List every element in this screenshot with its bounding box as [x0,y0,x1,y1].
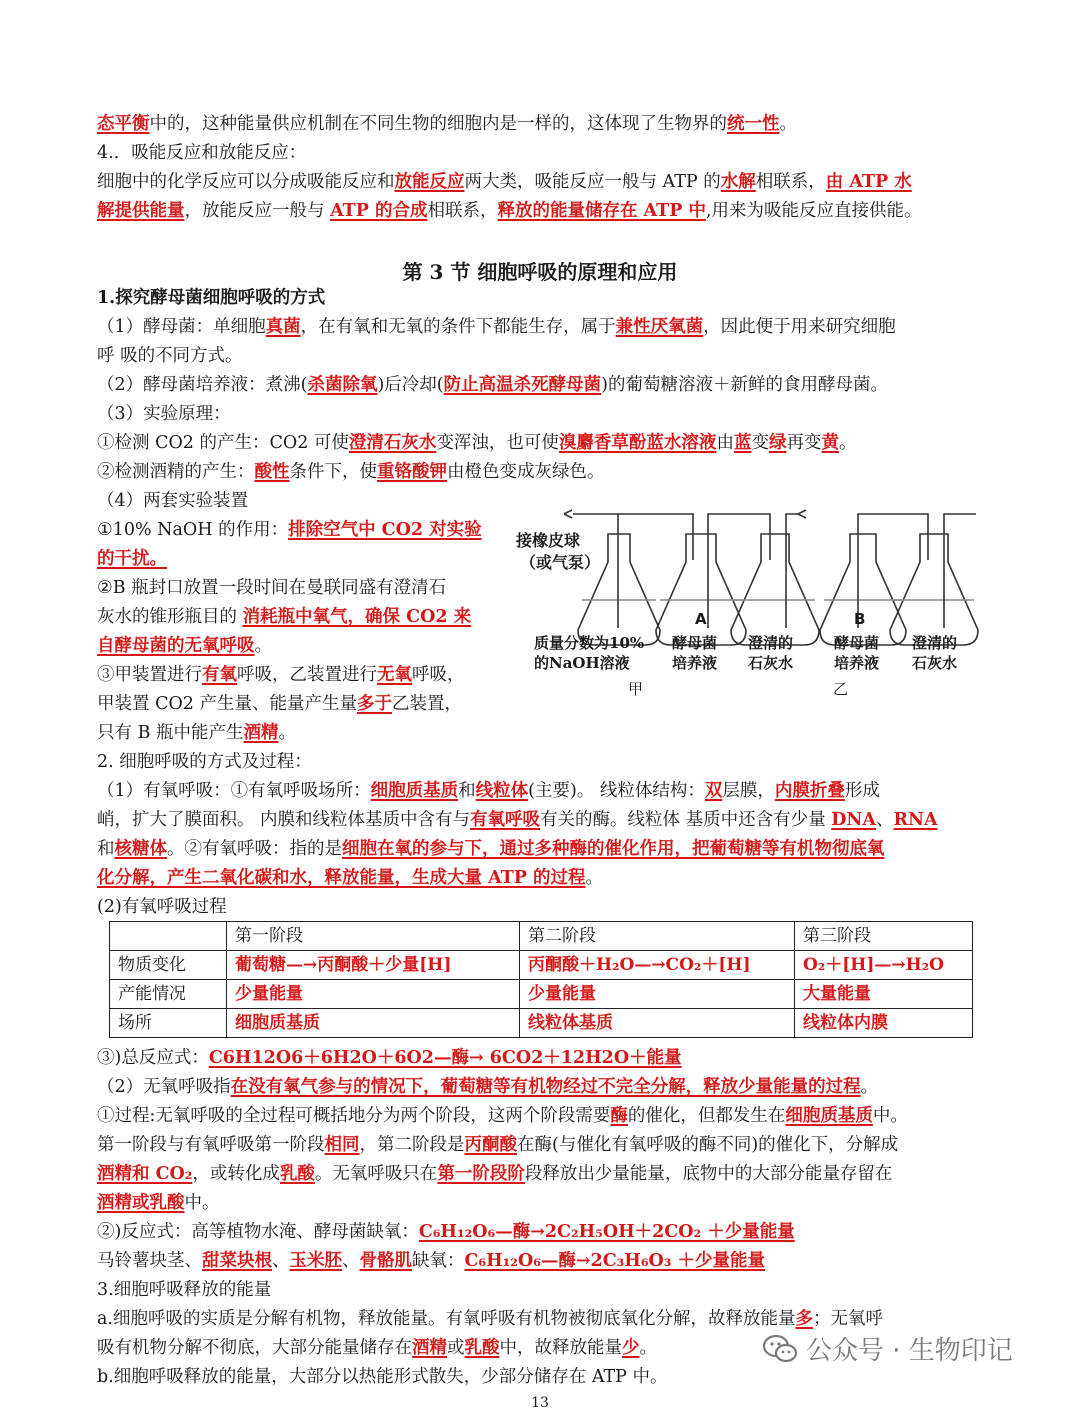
equation-alcohol: ②)反应式：高等植物水淹、酵母菌缺氧：C₆H₁₂O₆—酶→2C₂H₅OH＋2CO₂ ＋少量能量 [97,1222,795,1242]
pump-label-1: 接橡皮球 [516,531,581,550]
table-cell: 线粒体基质 [520,1009,795,1038]
para-energy-b: b.细胞呼吸释放的能量，大部分以热能形式散失，少部分储存在 ATP 中。 [97,1367,668,1387]
wechat-icon [762,1334,798,1364]
line-3: 细胞中的化学反应可以分成吸能反应和放能反应两大类，吸能反应一般与 ATP 的水解相联系，由 ATP 水 [97,172,912,192]
para-anaerobic: （2）无氧呼吸指在没有氧气参与的情况下，葡萄糖等有机物经过不完全分解，释放少量能量的过程。 [97,1077,879,1097]
flask-b-label: B [854,610,866,628]
watermark-text: 公众号 · 生物印记 [806,1336,1013,1366]
para-anaerobic-5: 酒精或乳酸中。 [97,1193,220,1213]
heading-1: 1.探究酵母菌细胞呼吸的方式 [97,288,326,308]
para-bottle-b-2: 灰水的锥形瓶目的 消耗瓶中氧气，确保 CO2 来 [97,607,472,627]
aerobic-table [109,921,973,1038]
table-header-cell: 第一阶段 [227,922,520,951]
para-setup: （4）两套实验装置 [97,491,249,511]
caption-naoh-1: 质量分数为10% [534,634,645,652]
line-2: 4.．吸能反应和放能反应： [97,143,307,163]
table-cell: 少量能量 [520,980,795,1009]
caption-yeast-a-1: 酵母菌 [672,634,718,652]
heading-3: 3.细胞呼吸释放的能量 [97,1280,272,1300]
para-naoh-cont: 的干扰。 [97,549,167,569]
para-yeast-cont: 呼 吸的不同方式。 [97,346,243,366]
line-1: 态平衡中的，这种能量供应机制在不同生物的细胞内是一样的，这体现了生物界的统一性。 [97,114,797,134]
heading-2: 2. 细胞呼吸的方式及过程： [97,752,312,772]
para-energy-a-2: 吸有机物分解不彻底，大部分能量储存在酒精或乳酸中，故释放能量少。 [97,1338,657,1358]
setup-jia-label: 甲 [628,680,644,698]
table-row [110,1009,973,1038]
table-header-cell [110,922,227,951]
flask-a-label: A [695,610,707,628]
line-4: 解提供能量，放能反应一般与 ATP 的合成相联系，释放的能量储存在 ATP 中,用来为吸能反应直接供能。 [97,201,922,221]
para-anaerobic-3: 第一阶段与有氧呼吸第一阶段相同，第二阶段是丙酮酸在酶(与催化有氧呼吸的酶不同)的催化下，分解成 [97,1135,899,1155]
table-header-row [110,922,973,951]
table-row [110,980,973,1009]
para-co2: ①检测 CO2 的产生：CO2 可使澄清石灰水变浑浊，也可使溴麝香草酚蓝水溶液由蓝变绿再变黄。 [97,433,857,453]
caption-yeast-a-2: 培养液 [672,654,718,672]
pump-label-2: （或气泵） [520,553,601,572]
table-cell: 物质变化 [110,951,227,980]
section-title: 第 3 节 细胞呼吸的原理和应用 [402,260,678,284]
total-equation: ③)总反应式：C6H12O6＋6H2O＋6O2—酶→ 6CO2＋12H2O＋能量 [97,1048,682,1068]
table-header-cell: 第二阶段 [520,922,795,951]
table-cell: 场所 [110,1009,227,1038]
para-aerobic-2: 峭，扩大了膜面积。 内膜和线粒体基质中含有与有氧呼吸有关的酶。线粒体 基质中还含有少量 DNA、RNA [97,810,938,830]
equation-lactic: 马铃薯块茎、甜菜块根、玉米胚、骨骼肌缺氧：C₆H₁₂O₆—酶→2C₃H₆O₃ ＋少量能量 [97,1251,765,1271]
caption-lime-a-1: 澄清的 [748,634,794,652]
para-yeast: （1）酵母菌：单细胞真菌，在有氧和无氧的条件下都能生存，属于兼性厌氧菌，因此便于用来研究细胞 [97,317,896,337]
table-cell: 产能情况 [110,980,227,1009]
para-bottle-b-3: 自酵母菌的无氧呼吸。 [97,636,272,656]
table-header-cell: 第三阶段 [795,922,973,951]
para-anaerobic-2: ①过程:无氧呼吸的全过程可概括地分为两个阶段，这两个阶段需要酶的催化，但都发生在细胞质基质中。 [97,1106,908,1126]
apparatus-diagram [508,500,980,700]
para-anaerobic-4: 酒精和 CO₂，或转化成乳酸。无氧呼吸只在第一阶段阶段释放出少量能量，底物中的大部分能量存留在 [97,1164,893,1184]
para-naoh: ①10% NaOH 的作用：排除空气中 CO2 对实验 [97,520,482,540]
para-compare-3: 只有 B 瓶中能产生酒精。 [97,723,296,743]
para-compare: ③甲装置进行有氧呼吸，乙装置进行无氧呼吸， [97,665,465,685]
table-cell: 葡萄糖—→丙酮酸＋少量[H] [227,951,520,980]
table-cell: 大量能量 [795,980,973,1009]
para-aerobic-4: 化分解，产生二氧化碳和水，释放能量，生成大量 ATP 的过程。 [97,868,603,888]
table-cell: 少量能量 [227,980,520,1009]
caption-naoh-2: 的NaOH溶液 [534,654,630,672]
setup-yi-label: 乙 [833,680,849,698]
para-principle: （3）实验原理： [97,404,231,424]
caption-lime-a-2: 石灰水 [748,654,794,672]
caption-lime-b-1: 澄清的 [912,634,958,652]
table-cell: 细胞质基质 [227,1009,520,1038]
para-bottle-b: ②B 瓶封口放置一段时间在曼联同盛有澄清石 [97,578,447,598]
para-medium: （2）酵母菌培养液：煮沸(杀菌除氧)后冷却(防止高温杀死酵母菌)的葡萄糖溶液＋新鲜的食用酵母菌。 [97,375,888,395]
caption-yeast-b-2: 培养液 [834,654,880,672]
table-cell: O₂＋[H]—→H₂O [795,951,973,980]
watermark [762,1330,1013,1367]
caption-lime-b-2: 石灰水 [912,654,958,672]
para-aerobic-process: (2)有氧呼吸过程 [97,897,227,917]
para-energy-a: a.细胞呼吸的实质是分解有机物，释放能量。有氧呼吸有机物被彻底氧化分解，故释放能量多；无氧呼 [97,1309,883,1329]
page-number: 13 [531,1395,549,1411]
para-aerobic-3: 和核糖体。②有氧呼吸：指的是细胞在氧的参与下，通过多种酶的催化作用，把葡萄糖等有机物彻底氧 [97,839,885,859]
caption-yeast-b-1: 酵母菌 [834,634,880,652]
table-cell: 丙酮酸＋H₂O—→CO₂＋[H] [520,951,795,980]
table-cell: 线粒体内膜 [795,1009,973,1038]
table-row [110,951,973,980]
para-alcohol: ②检测酒精的产生：酸性条件下，使重铬酸钾由橙色变成灰绿色。 [97,462,605,482]
para-aerobic: （1）有氧呼吸：①有氧呼吸场所：细胞质基质和线粒体(主要)。 线粒体结构：双层膜，内膜折叠形成 [97,781,880,801]
para-compare-2: 甲装置 CO2 产生量、能量产生量多于乙装置， [97,694,462,714]
